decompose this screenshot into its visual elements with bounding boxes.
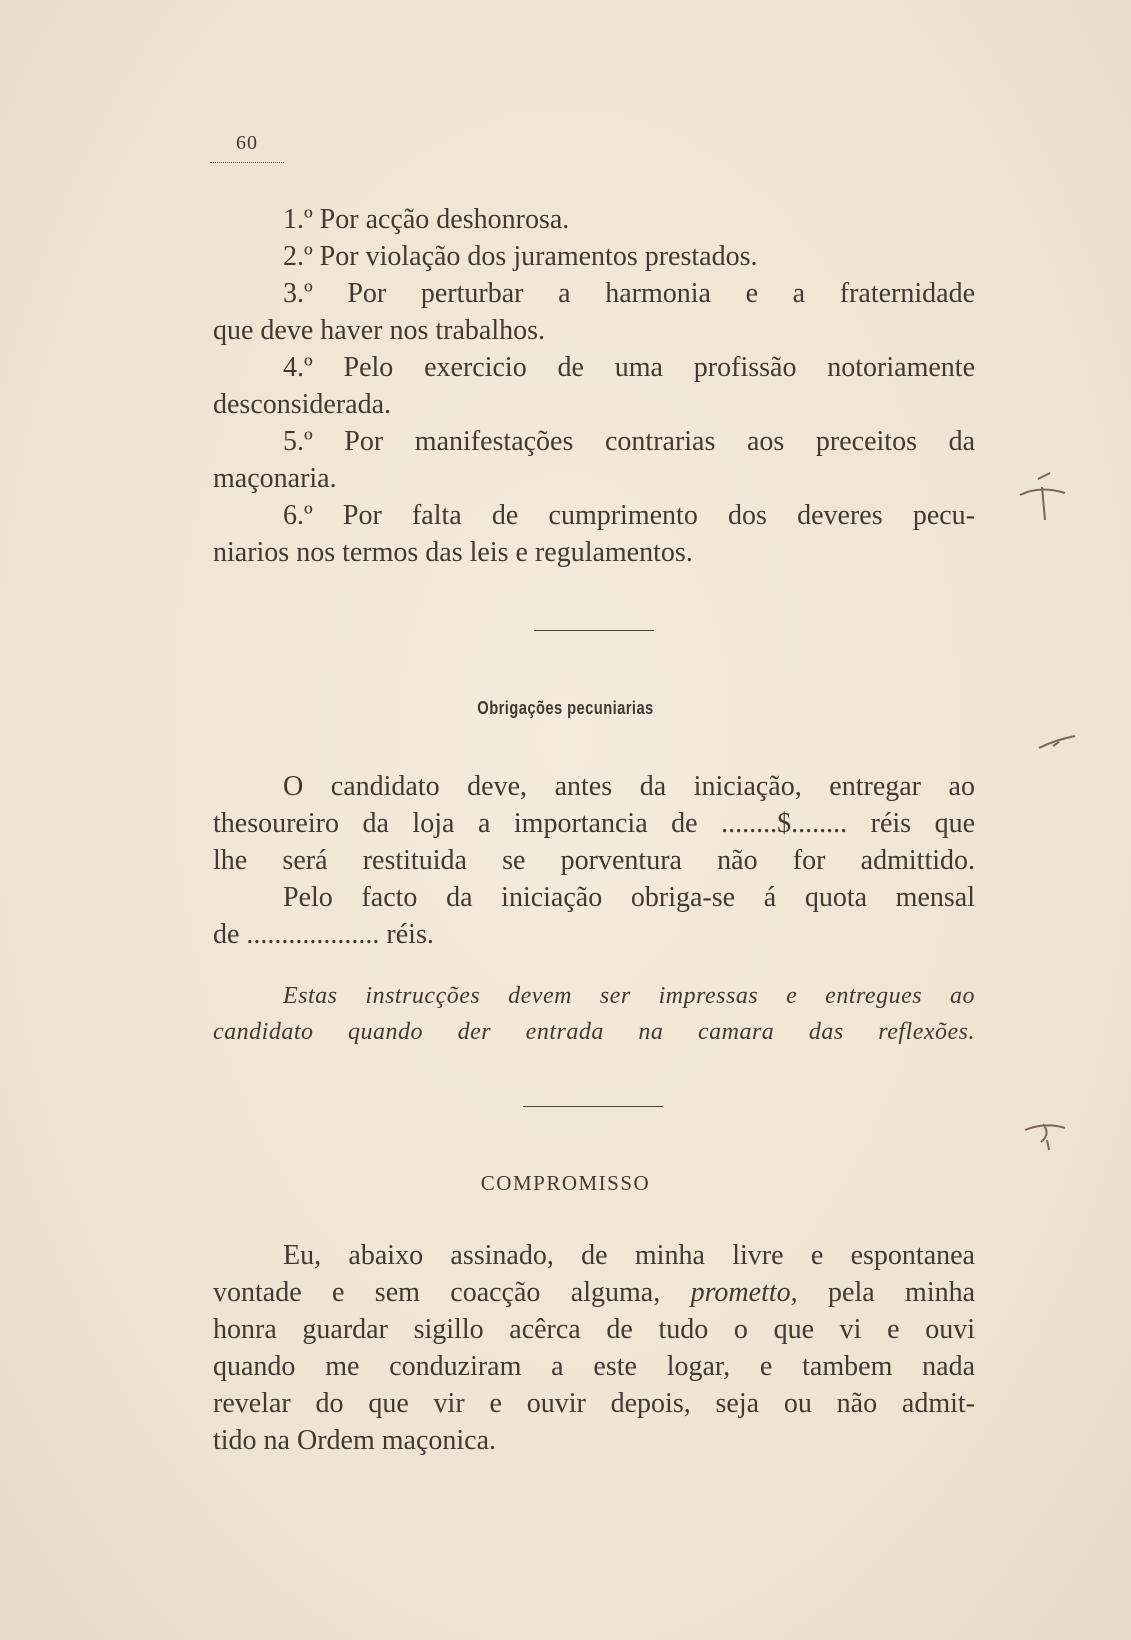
paragraph-line: honra guardar sigillo acêrca de tudo o que vi e ouvi [213, 1314, 975, 1345]
obligations-paragraphs [213, 768, 975, 953]
section-title-obligations: Obrigações pecuniarias [477, 698, 654, 718]
section-title-compromisso: COMPROMISSO [480, 1171, 651, 1195]
page-number: 60 [236, 132, 258, 154]
emphasized-word: prometto, [690, 1277, 798, 1308]
paragraph-line: O candidato deve, antes da iniciação, entregar ao [283, 771, 975, 802]
paragraph-line: revelar do que vir e ouvir depois, seja ou não admit- [213, 1388, 975, 1419]
margin-mark-icon [1010, 465, 1080, 535]
section-divider [523, 1106, 663, 1107]
paragraph-line: de ................... réis. [213, 919, 434, 950]
list-block [213, 201, 975, 571]
list-item-continuation: que deve haver nos trabalhos. [213, 315, 545, 346]
margin-mark-icon [1015, 1110, 1075, 1155]
margin-mark-icon [1035, 730, 1085, 760]
paragraph-line [213, 1274, 975, 1311]
note-line: Estas instrucções devem ser impressas e entregues ao [283, 983, 975, 1009]
note-line: candidato quando der entrada na camara das reflexões. [213, 1019, 975, 1045]
paragraph-text: pela minha [828, 1277, 976, 1308]
paragraph-line: Eu, abaixo assinado, de minha livre e espontanea [283, 1240, 975, 1271]
list-item: 2.º Por violação dos juramentos prestados. [283, 241, 758, 272]
list-item: 3.º Por perturbar a harmonia e a fraternidade [283, 278, 975, 309]
list-item-continuation: desconsiderada. [213, 389, 392, 420]
paragraph-text: vontade e sem coacção alguma, [213, 1277, 661, 1308]
list-item-continuation: niarios nos termos das leis e regulamentos. [213, 537, 693, 568]
list-item: 5.º Por manifestações contrarias aos preceitos da [283, 426, 975, 457]
list-item: 6.º Por falta de cumprimento dos deveres pecu- [283, 500, 975, 531]
instructions-note [213, 978, 975, 1050]
list-item-continuation: maçonaria. [213, 463, 337, 494]
paragraph-line: lhe será restituida se porventura não for admittido. [213, 845, 975, 876]
paragraph-line: quando me conduziram a este logar, e tambem nada [213, 1351, 975, 1382]
list-item: 4.º Pelo exercicio de uma profissão notoriamente [283, 352, 975, 383]
section-divider [534, 630, 654, 631]
paragraph-line: Pelo facto da iniciação obriga-se á quota mensal [283, 882, 975, 913]
paragraph-line: tido na Ordem maçonica. [213, 1425, 497, 1456]
compromisso-paragraph [213, 1237, 975, 1459]
page-number-rule [210, 162, 284, 163]
paragraph-line: thesoureiro da loja a importancia de ........$........ réis que [213, 808, 975, 839]
list-item: 1.º Por acção deshonrosa. [283, 204, 570, 235]
